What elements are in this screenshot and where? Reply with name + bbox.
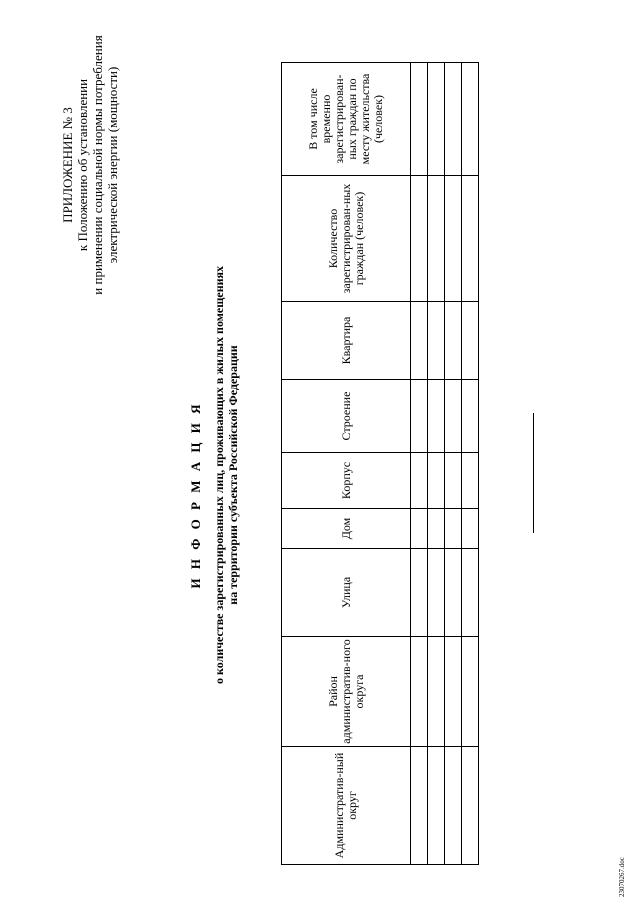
- header-registered-count: Количество зарегистрирован-ных граждан (человек): [282, 176, 411, 302]
- table-header-row: [282, 63, 411, 865]
- appendix-line: электрической энергии (мощности): [105, 66, 120, 264]
- table-cell: [462, 453, 479, 509]
- table-cell: [428, 63, 445, 176]
- separator-line: [533, 413, 534, 533]
- header-district: Район административ-ного округа: [282, 637, 411, 747]
- table-cell: [411, 63, 428, 176]
- table-cell: [445, 747, 462, 865]
- table-row: [445, 63, 462, 865]
- table-cell: [411, 549, 428, 637]
- doc-reference: 23070267.doc: [618, 857, 626, 897]
- table-cell: [462, 747, 479, 865]
- document-title: И Н Ф О Р М А Ц И Я: [188, 401, 203, 589]
- table-cell: [445, 549, 462, 637]
- table-cell: [411, 747, 428, 865]
- appendix-line: и применении социальной нормы потребления: [90, 35, 105, 295]
- table-cell: [445, 63, 462, 176]
- header-admin-district: Административ-ный округ: [282, 747, 411, 865]
- table-cell: [428, 747, 445, 865]
- table-cell: [445, 380, 462, 453]
- table-cell: [411, 176, 428, 302]
- table-cell: [462, 509, 479, 549]
- header-house: Дом: [282, 509, 411, 549]
- subtitle-line: о количестве зарегистрированных лиц, проживающих в жилых помещениях: [212, 265, 226, 685]
- table-cell: [428, 453, 445, 509]
- header-structure: Строение: [282, 380, 411, 453]
- table-row: [428, 63, 445, 865]
- subtitle-line: на территории субъекта Российской Федерации: [226, 345, 240, 605]
- header-building: Корпус: [282, 453, 411, 509]
- table-cell: [445, 453, 462, 509]
- table-cell: [462, 176, 479, 302]
- table-row: [462, 63, 479, 865]
- table-cell: [462, 63, 479, 176]
- table-cell: [462, 380, 479, 453]
- table-cell: [428, 380, 445, 453]
- header-apartment: Квартира: [282, 302, 411, 380]
- table-cell: [428, 637, 445, 747]
- table-cell: [428, 549, 445, 637]
- table-cell: [411, 637, 428, 747]
- appendix-line: к Положению об установлении: [75, 78, 90, 252]
- registration-table: [281, 62, 479, 865]
- appendix-line: ПРИЛОЖЕНИЕ № 3: [60, 107, 75, 223]
- table-cell: [411, 302, 428, 380]
- table-cell: [445, 637, 462, 747]
- table-cell: [445, 509, 462, 549]
- table-cell: [445, 302, 462, 380]
- table-cell: [411, 509, 428, 549]
- table-cell: [428, 509, 445, 549]
- document-subtitle: [212, 175, 240, 775]
- table-cell: [462, 302, 479, 380]
- table-cell: [445, 176, 462, 302]
- table-cell: [462, 637, 479, 747]
- table-cell: [428, 302, 445, 380]
- table-cell: [462, 549, 479, 637]
- table-cell: [411, 380, 428, 453]
- appendix-block: [60, 15, 120, 315]
- table-cell: [411, 453, 428, 509]
- table-row: [411, 63, 428, 865]
- table-cell: [428, 176, 445, 302]
- header-temporary-registered: В том числе временно зарегистрирован-ных граждан по месту жительства (человек): [282, 63, 411, 176]
- header-street: Улица: [282, 549, 411, 637]
